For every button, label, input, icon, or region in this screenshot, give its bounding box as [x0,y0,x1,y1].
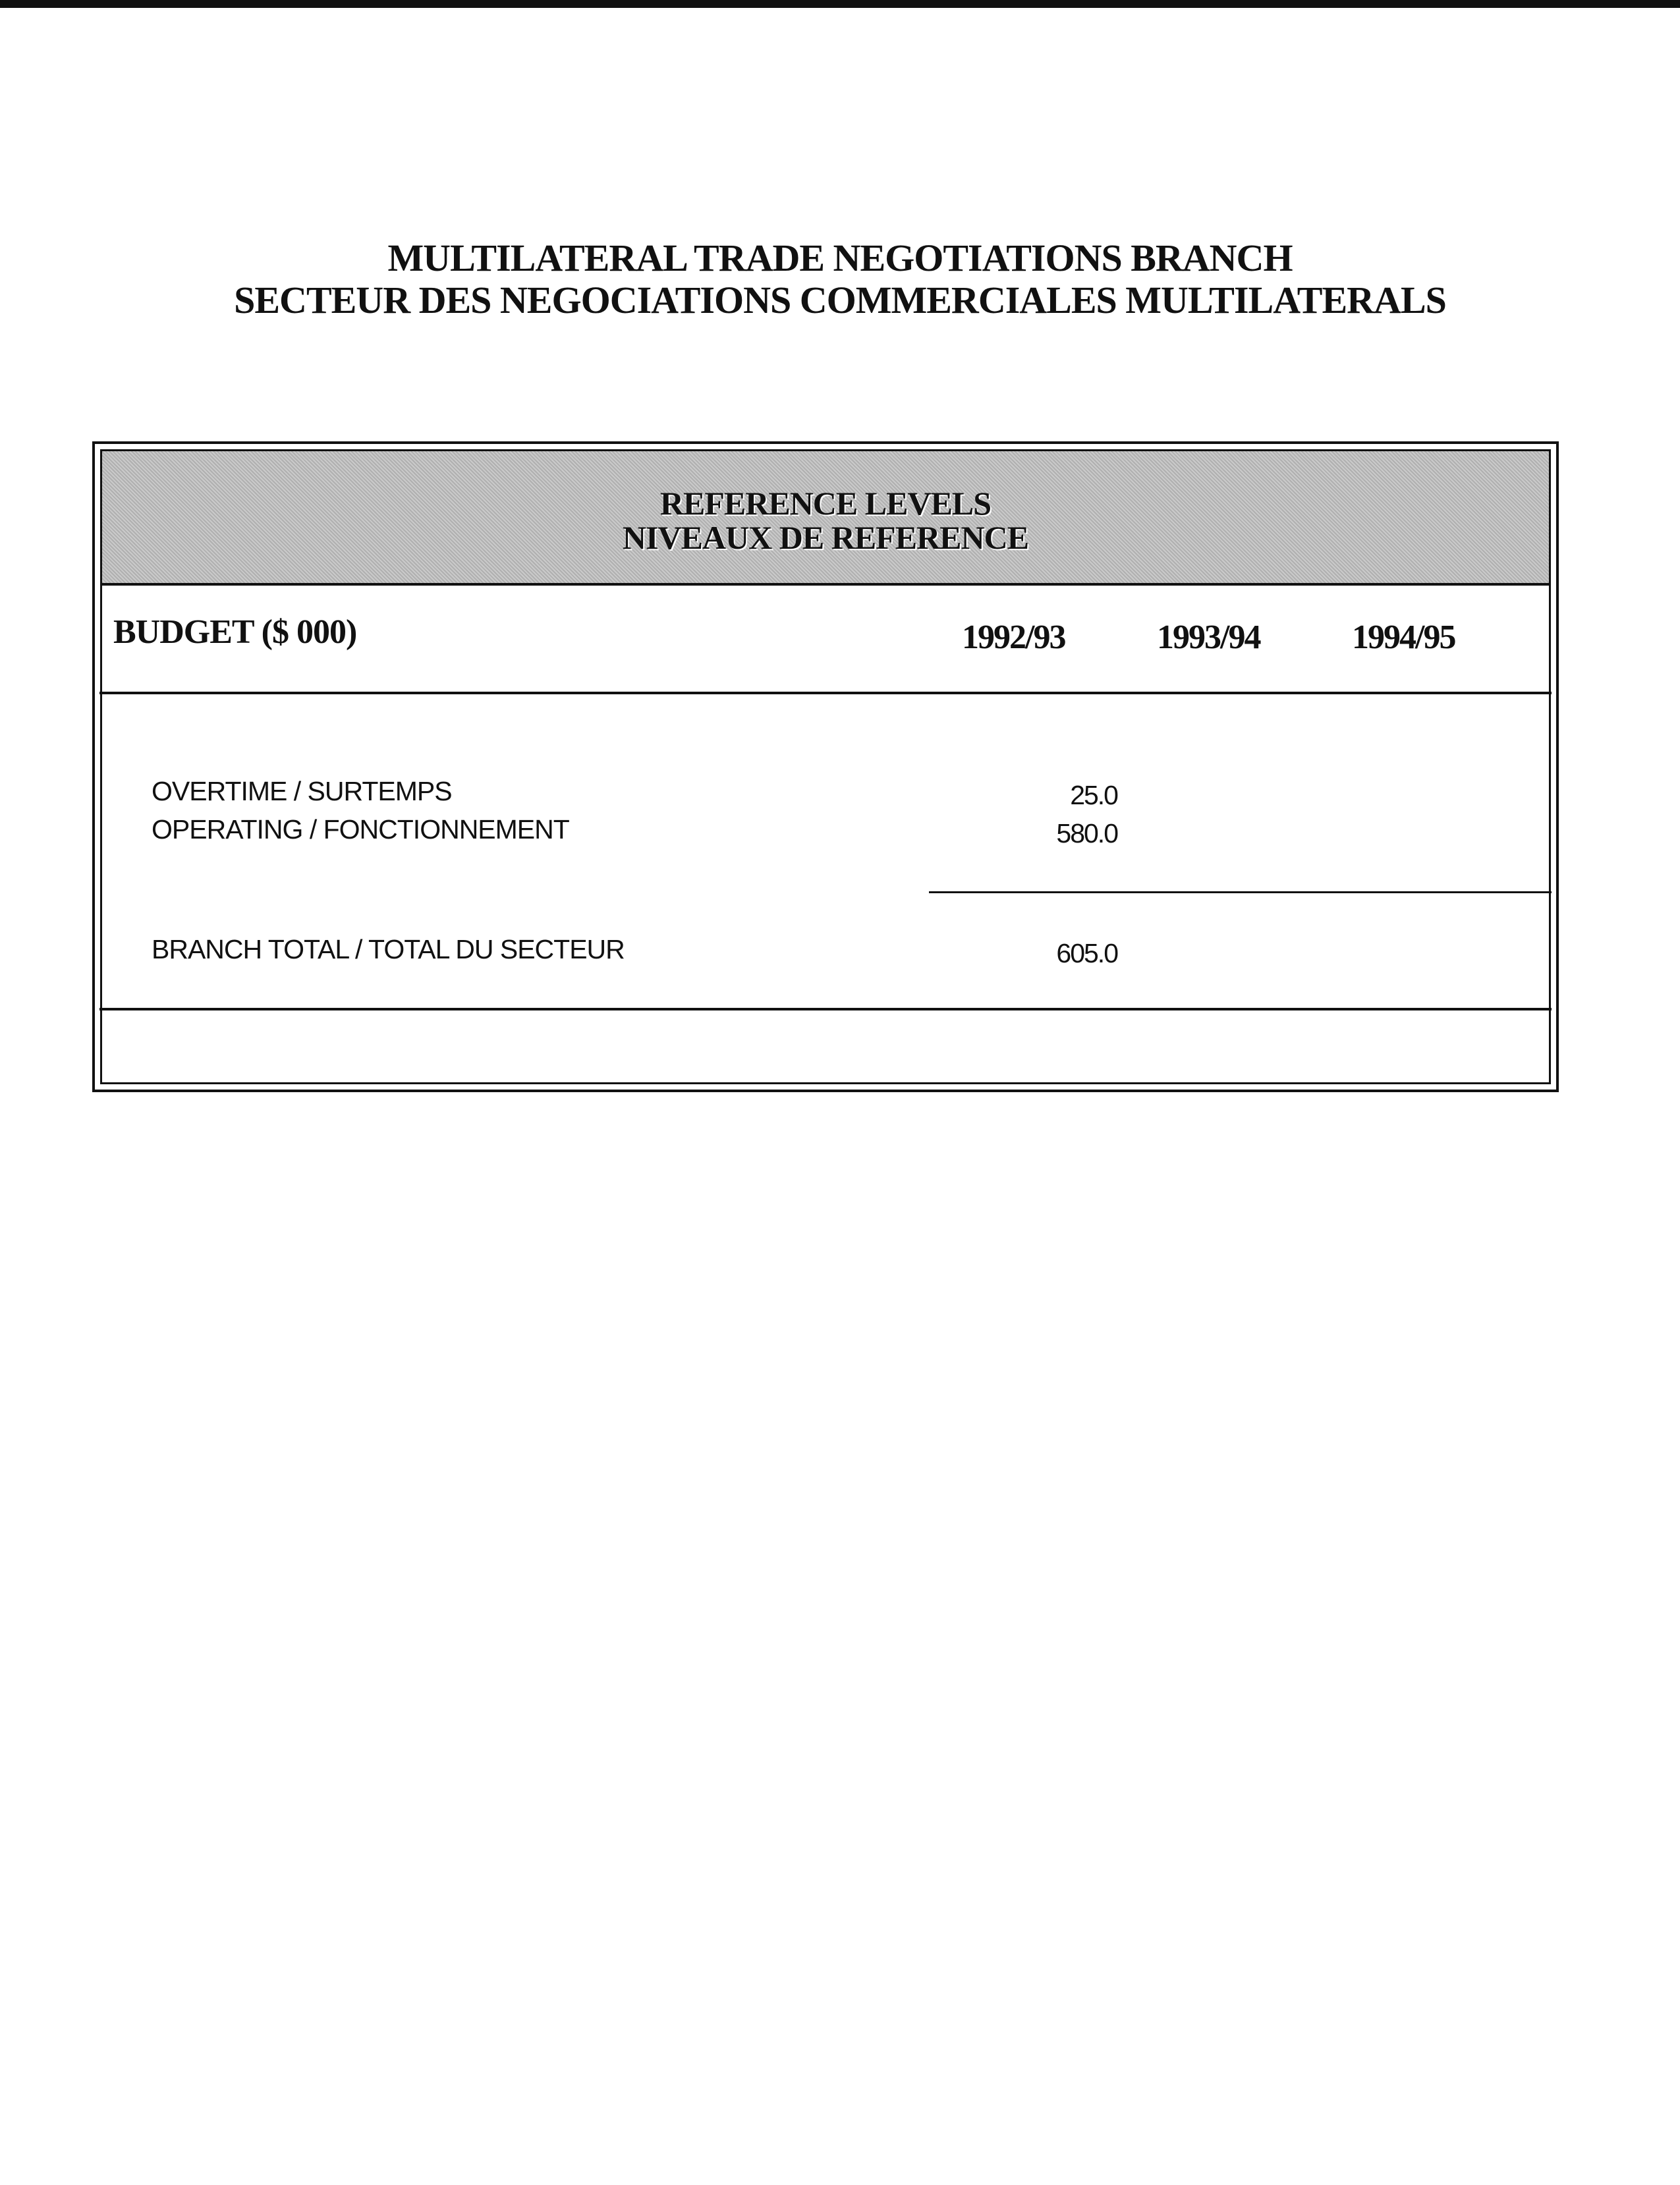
year-column-header: 1993/94 [1157,619,1260,656]
row-label-branch-total: BRANCH TOTAL / TOTAL DU SECTEUR [152,934,625,964]
budget-label: BUDGET ($ 000) [113,613,357,651]
row-label-overtime: OVERTIME / SURTEMPS [152,776,452,806]
reference-levels-title-fr: NIVEAUX DE REFERENCE [622,519,1029,556]
value-overtime-1992-93: 25.0 [1070,780,1117,810]
page-title-french: SECTEUR DES NEGOCIATIONS COMMERCIALES MULTILATERALS [234,279,1446,321]
reference-levels-table [92,441,1559,1092]
value-operating-1992-93: 580.0 [1056,818,1117,848]
subtotal-rule [929,891,1552,893]
value-branch-total-1992-93: 605.0 [1056,938,1117,968]
total-divider [99,1008,1552,1010]
row-label-operating: OPERATING / FONCTIONNEMENT [152,814,569,844]
reference-levels-title-en: REFERENCE LEVELS [659,485,992,522]
year-column-header: 1994/95 [1352,619,1455,656]
page-title-english: MULTILATERAL TRADE NEGOTIATIONS BRANCH [387,236,1293,279]
page-top-border [0,0,1680,8]
reference-levels-header [102,451,1549,586]
year-column-header: 1992/93 [962,619,1065,656]
table-inner-border [100,449,1551,1084]
header-divider [99,692,1552,694]
